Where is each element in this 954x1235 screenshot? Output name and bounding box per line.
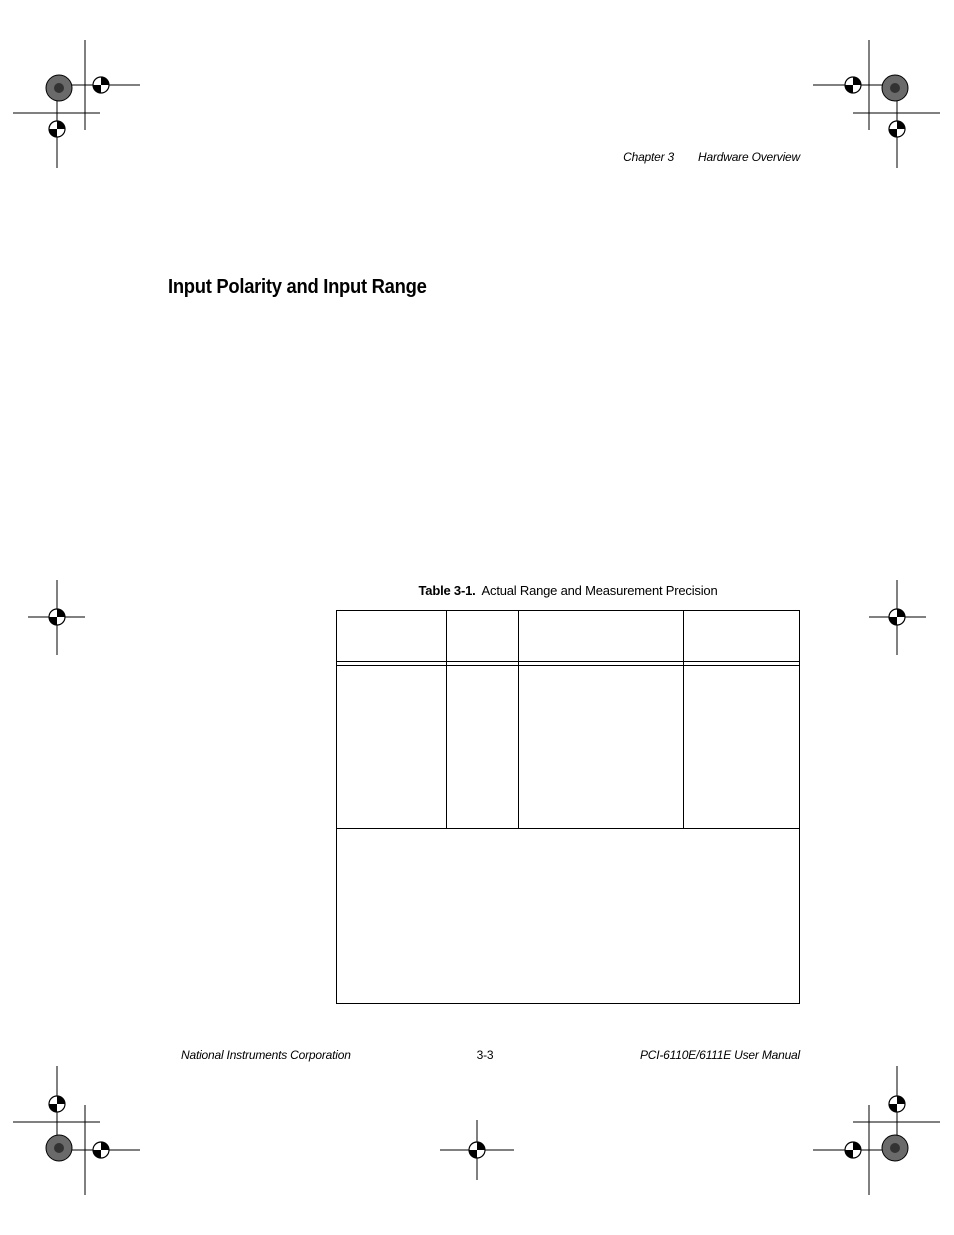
running-header — [560, 150, 800, 164]
header-chapter: Chapter 3 — [623, 150, 675, 164]
footer-company: National Instruments Corporation — [181, 1048, 351, 1062]
footer-page-number: 3-3 — [476, 1048, 494, 1062]
section-title: Input Polarity and Input Range — [168, 276, 427, 298]
table-column-divider — [683, 611, 684, 828]
table-caption-label: Table 3-1. — [418, 583, 476, 598]
header-section: Hardware Overview — [698, 150, 800, 164]
table-caption-text: Actual Range and Measurement Precision — [481, 583, 718, 598]
table-column-divider — [446, 611, 447, 828]
table-header-rule-double — [337, 665, 799, 666]
table-header-rule — [337, 661, 799, 662]
table-caption — [336, 583, 800, 598]
table-column-divider — [518, 611, 519, 828]
footer-manual-title: PCI-6110E/6111E User Manual — [639, 1048, 800, 1062]
range-precision-table — [336, 610, 800, 1004]
table-body-bottom-rule — [337, 828, 799, 829]
